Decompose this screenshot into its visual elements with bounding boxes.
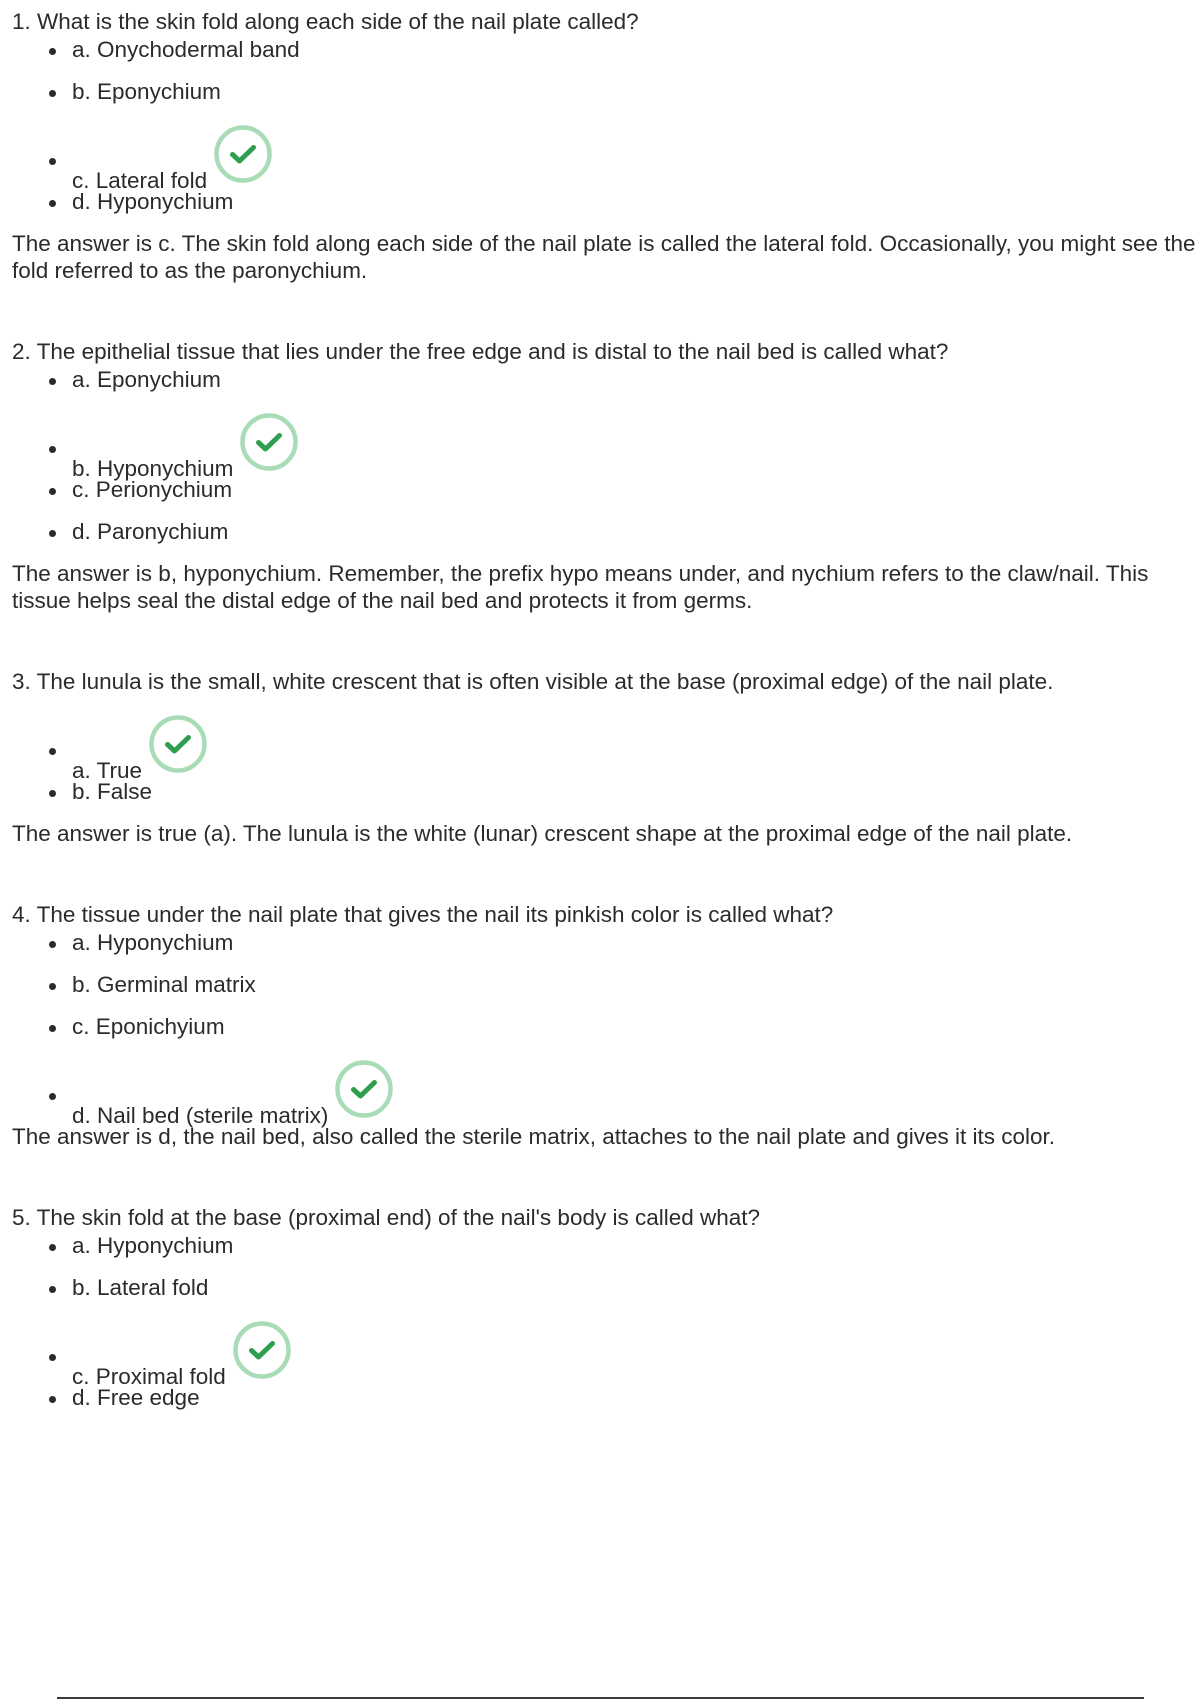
quiz-page (12, 8, 1196, 1426)
option-label: a. Eponychium (72, 367, 221, 392)
question-text: 3. The lunula is the small, white crescent that is often visible at the base (proximal edge) of the nail plate. (12, 669, 1054, 694)
option-label: b. False (72, 779, 153, 804)
option-label: c. Proximal fold (72, 1364, 226, 1389)
option-label: b. Lateral fold (72, 1275, 209, 1300)
bullet-icon (49, 200, 56, 207)
option-item (12, 778, 1192, 806)
option-item-correct (12, 146, 1192, 193)
option-item (12, 366, 1192, 394)
option-item (12, 929, 1192, 957)
option-label: a. True (72, 758, 143, 783)
option-item (12, 1232, 1192, 1260)
option-label: d. Paronychium (72, 519, 229, 544)
bullet-icon (49, 446, 56, 453)
bullet-icon (49, 1093, 56, 1100)
bullet-icon (49, 1396, 56, 1403)
bullet-icon (49, 1244, 56, 1251)
bullet-icon (49, 790, 56, 797)
answer-explanation: The answer is b, hyponychium. Remember, the prefix hypo means under, and nychium refers to the claw/nail. This tissue helps seal the distal edge of the nail bed and protects it from germs. (12, 561, 1149, 613)
bullet-icon (49, 1354, 56, 1361)
option-list (12, 36, 1192, 216)
bullet-icon (49, 90, 56, 97)
option-item (12, 476, 1192, 504)
option-label: c. Perionychium (72, 477, 233, 502)
option-item (12, 518, 1192, 546)
check-circle-icon (336, 1061, 392, 1117)
option-item (12, 78, 1192, 106)
option-item (12, 36, 1192, 64)
option-item-correct (12, 1081, 1192, 1128)
bullet-icon (49, 488, 56, 495)
question-text: 5. The skin fold at the base (proximal end) of the nail's body is called what? (12, 1205, 761, 1230)
bottom-divider (57, 1697, 1144, 1699)
option-list (12, 1232, 1192, 1412)
question-5 (12, 1204, 1192, 1412)
answer-explanation: The answer is true (a). The lunula is the white (lunar) crescent shape at the proximal edge of the nail plate. (12, 821, 1073, 846)
option-label: a. Hyponychium (72, 930, 234, 955)
option-item-correct (12, 1342, 1192, 1389)
check-circle-icon (150, 716, 206, 772)
check-circle-icon (234, 1322, 290, 1378)
option-label: c. Eponichyium (72, 1014, 225, 1039)
bullet-icon (49, 748, 56, 755)
option-item (12, 971, 1192, 999)
bullet-icon (49, 1286, 56, 1293)
answer-explanation: The answer is d, the nail bed, also called the sterile matrix, attaches to the nail plate and gives it its color. (12, 1124, 1056, 1149)
bullet-icon (49, 158, 56, 165)
option-item (12, 1274, 1192, 1302)
option-label: b. Eponychium (72, 79, 221, 104)
option-item (12, 1013, 1192, 1041)
question-1 (12, 8, 1196, 284)
option-label: a. Onychodermal band (72, 37, 300, 62)
question-3 (12, 668, 1192, 847)
option-list (12, 366, 1192, 546)
bullet-icon (49, 530, 56, 537)
check-circle-icon (215, 126, 271, 182)
option-label: a. Hyponychium (72, 1233, 234, 1258)
option-label: d. Nail bed (sterile matrix) (72, 1103, 329, 1128)
option-label: d. Free edge (72, 1385, 200, 1410)
option-label: b. Hyponychium (72, 456, 234, 481)
option-label: c. Lateral fold (72, 168, 208, 193)
option-item-correct (12, 434, 1192, 481)
bullet-icon (49, 1025, 56, 1032)
option-item-correct (12, 736, 1192, 783)
check-circle-icon (241, 414, 297, 470)
bullet-icon (49, 378, 56, 385)
question-text: 4. The tissue under the nail plate that gives the nail its pinkish color is called what? (12, 902, 834, 927)
question-2 (12, 338, 1192, 614)
answer-explanation: The answer is c. The skin fold along each side of the nail plate is called the lateral fold. Occasionally, you might see the fold referred to as the paronychium. (12, 231, 1196, 283)
bullet-icon (49, 48, 56, 55)
option-label: b. Germinal matrix (72, 972, 256, 997)
option-label: d. Hyponychium (72, 189, 234, 214)
question-text: 2. The epithelial tissue that lies under the free edge and is distal to the nail bed is called what? (12, 339, 949, 364)
option-item (12, 188, 1192, 216)
option-list (12, 736, 1192, 806)
bullet-icon (49, 983, 56, 990)
option-list (12, 929, 1192, 1128)
bullet-icon (49, 941, 56, 948)
option-item (12, 1384, 1192, 1412)
question-4 (12, 901, 1192, 1150)
question-text: 1. What is the skin fold along each side of the nail plate called? (12, 9, 639, 34)
